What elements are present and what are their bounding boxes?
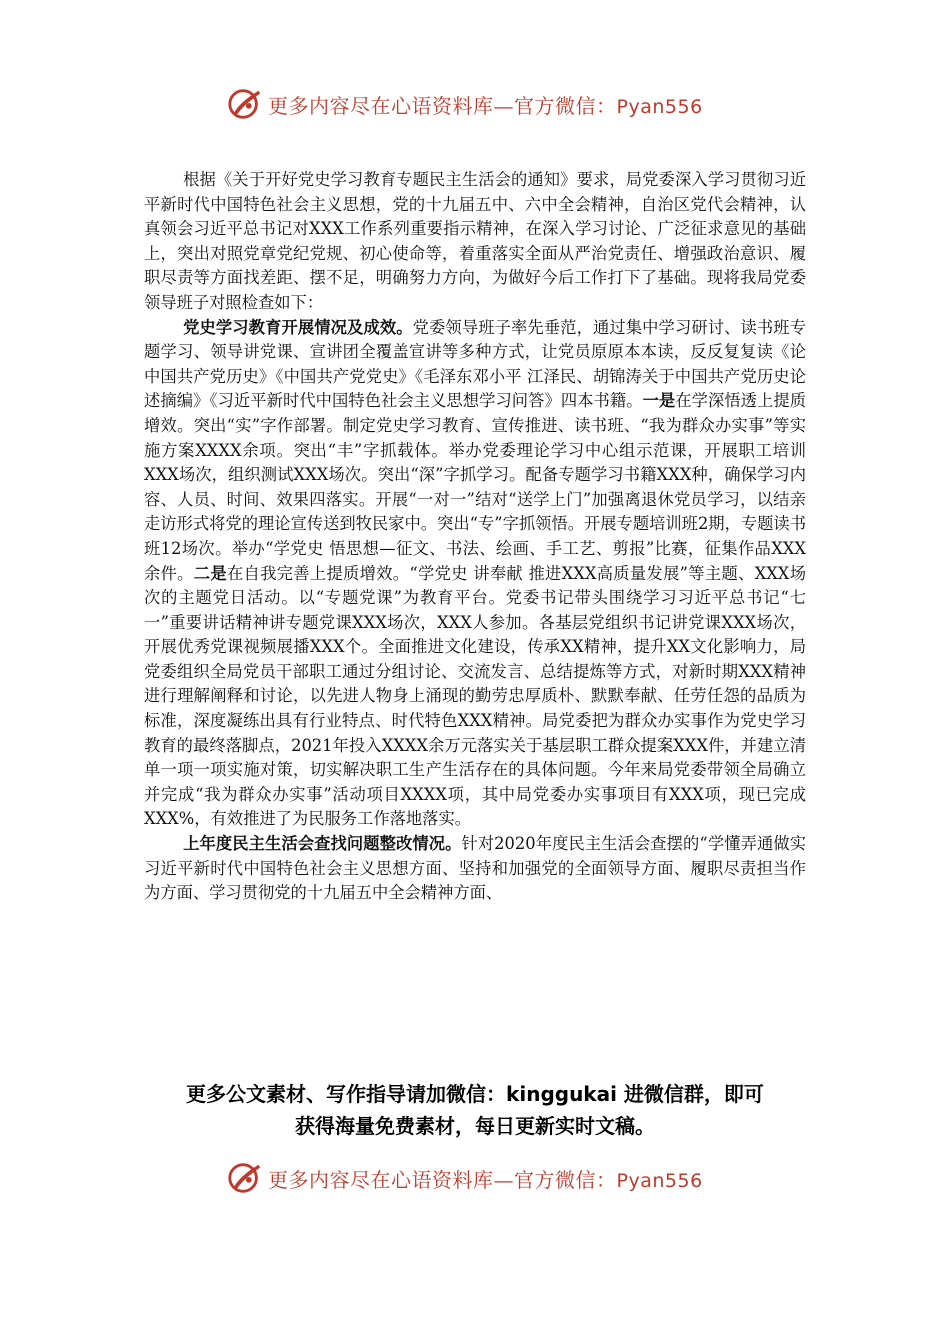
header-banner [226, 84, 746, 124]
bold-heading: 党史学习教育开展情况及成效。 [183, 317, 413, 337]
text-run: 在自我完善上提质增效。“学党史 讲奉献 推进XXX高质量发展”等主题、XXX场次的主题党日活动。以“专题党课”为教育平台。党委书记带头围绕学习习近平总书记“七一”重要讲话精神讲专题党课XXX场次，XXX人参加。各基层党组织书记讲党课XXX场次，开展优秀党课视频展播XXX个。全面推进文化建设，传承XX精神，提升XX文化影响力，局党委组织全局党员干部职工通过分组讨论、交流发言、总结提炼等方式，对新时期XXX精神进行理解阐释和讨论，以先进人物身上涌现的勤劳忠厚质朴、默默奉献、任劳任怨的品质为标准，深度凝练出具有行业特点、时代特色XXX精神。局党委把为群众办实事作为党史学习教育的最终落脚点，2021年投入XXXX余万元落实关于基层职工群众提案XXX件，并建立清单一项一项实施对策，切实解决职工生产生活存在的具体问题。今年来局党委带领全局确立并完成“我为群众办实事”活动项目XXXX项，其中局党委办实事项目有XXX项，现已完成XXX%，有效推进了为民服务工作落地落实。 [144, 563, 806, 829]
text-run: 针对2020年度民主生活会查摆的“学懂弄通做实习近平新时代中国特色社会主义思想方面、坚持和加强党的全面领导方面、履职尽责担当作为方面、学习贯彻党的十九届五中全会精神方面、 [144, 834, 806, 903]
text-run: 在学深悟透上提质增效。突出“实”字作部署。制定党史学习教育、宣传推进、读书班、“我为群众办实事”等实施方案XXXX余项。突出“丰”字抓载体。举办党委理论学习中心组示范课，开展职工培训XXX场次，组织测试XXX场次。突出“深”字抓学习。配备专题学习书籍XXX种，确保学习内容、人员、时间、效果四落实。开展“一对一”结对“送学上门”加强离退休党员学习，以结亲走访形式将党的理论宣传送到牧民家中。突出“专”字抓领悟。开展专题培训班2期，专题读书班12场次。举办“学党史 悟思想—征文、书法、绘画、手工艺、剪报”比赛，征集作品XXX余件。 [144, 391, 806, 583]
promo-line-2: 获得海量免费素材，每日更新实时文稿。 [295, 1114, 655, 1138]
header-banner-text: 更多内容尽在心语资料库—官方微信：Pyan556 [268, 93, 703, 118]
bold-heading: 上年度民主生活会查找问题整改情况。 [183, 834, 462, 854]
paragraph [144, 168, 806, 316]
footer-banner-text: 更多内容尽在心语资料库—官方微信：Pyan556 [268, 1167, 703, 1192]
promo-notice [120, 1078, 830, 1142]
bold-heading: 一是 [642, 391, 676, 411]
wechat-id: Pyan556 [616, 95, 703, 118]
footer-banner [226, 1158, 746, 1198]
paragraph [144, 832, 806, 906]
brush-logo-icon [226, 1159, 264, 1197]
text-run: 党委领导班子率先垂范，通过集中学习研讨、读书班专题学习、领导讲党课、宣讲团全覆盖宣讲等多种方式，让党员原原本本读，反反复复读《论中国共产党历史》《中国共产党党史》《毛泽东邓小平 江泽民、胡锦涛关于中国共产党历史论述摘编》《习近平新时代中国特色社会主义思想学习问答》四本书籍。 [144, 317, 806, 411]
wechat-id: Pyan556 [616, 1169, 703, 1192]
promo-line-1: 更多公文素材、写作指导请加微信：kinggukai 进微信群，即可 [186, 1082, 764, 1106]
bold-heading: 二是 [193, 563, 227, 583]
text-run: 根据《关于开好党史学习教育专题民主生活会的通知》要求，局党委深入学习贯彻习近平新时代中国特色社会主义思想，党的十九届五中、六中全会精神，自治区党代会精神，认真领会习近平总书记对XXX工作系列重要指示精神，在深入学习讨论、广泛征求意见的基础上，突出对照党章党纪党规、初心使命等，着重落实全面从严治党责任、增强政治意识、履职尽责等方面找差距、摆不足，明确努力方向，为做好今后工作打下了基础。现将我局党委领导班子对照检查如下： [144, 170, 806, 312]
brush-logo-icon [226, 85, 264, 123]
paragraph [144, 316, 806, 832]
document-body [144, 168, 806, 906]
